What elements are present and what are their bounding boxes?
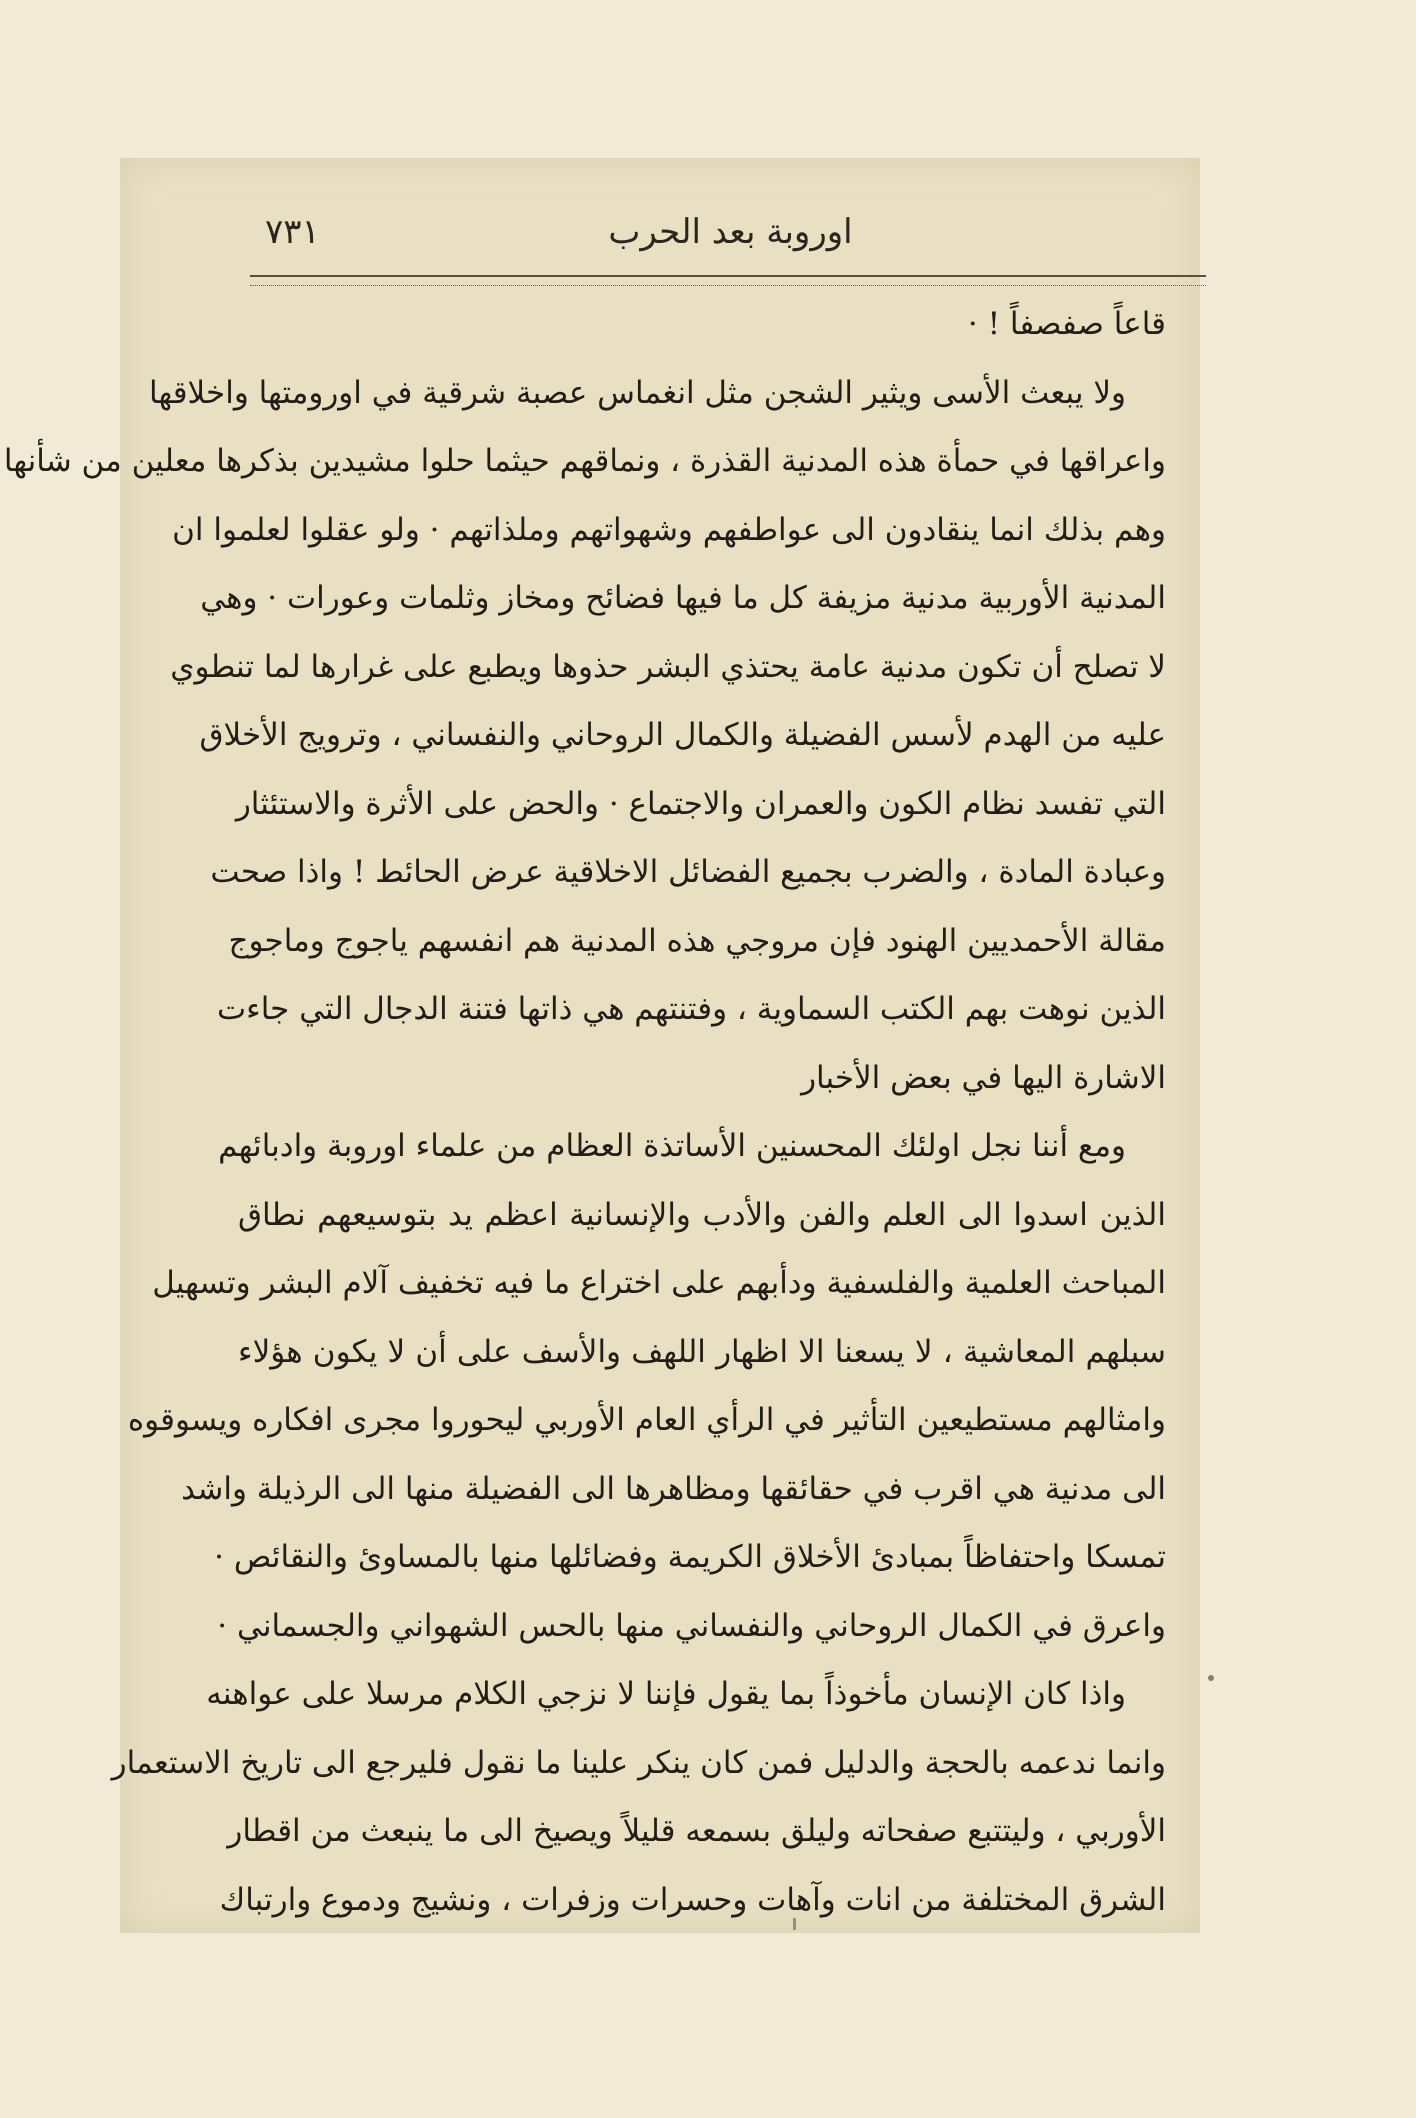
header-rule xyxy=(250,275,1206,286)
text-line: واذا كان الإنسان مأخوذاً بما يقول فإننا لا نزجي الكلام مرسلا على عواهنه xyxy=(206,1676,1126,1712)
text-line: عليه من الهدم لأسس الفضيلة والكمال الروحاني والنفساني ، وترويج الأخلاق xyxy=(199,717,1166,753)
bottom-center-mark xyxy=(793,1918,796,1930)
text-line: الى مدنية هي اقرب في حقائقها ومظاهرها الى الفضيلة منها الى الرذيلة واشد xyxy=(181,1470,1166,1507)
text-line: وعبادة المادة ، والضرب بجميع الفضائل الاخلاقية عرض الحائط ! واذا صحت xyxy=(210,854,1166,890)
text-line: التي تفسد نظام الكون والعمران والاجتماع · والحض على الأثرة والاستئثار xyxy=(235,785,1166,822)
text-line: الذين نوهت بهم الكتب السماوية ، وفتنتهم هي ذاتها فتنة الدجال التي جاءت xyxy=(216,991,1166,1027)
text-line: تمسكا واحتفاظاً بمبادئ الأخلاق الكريمة وفضائلها منها بالمساوئ والنقائص · xyxy=(214,1539,1166,1575)
text-line: ومع أننا نجل اولئك المحسنين الأساتذة العظام من علماء اوروبة وادبائهم xyxy=(218,1128,1126,1164)
body-text xyxy=(3,290,1166,1934)
text-line: الاشارة اليها في بعض الأخبار xyxy=(801,1059,1166,1096)
margin-dot xyxy=(1208,1675,1214,1681)
text-line: الذين اسدوا الى العلم والفن والأدب والإنسانية اعظم يد بتوسيعهم نطاق xyxy=(238,1196,1166,1233)
text-line: لا تصلح أن تكون مدنية عامة يحتذي البشر حذوها ويطبع على غرارها لما تنطوي xyxy=(170,648,1166,685)
text-line: واعرق في الكمال الروحاني والنفساني منها بالحس الشهواني والجسماني · xyxy=(217,1607,1166,1644)
page-number: ٧٣١ xyxy=(265,212,320,252)
text-line: قاعاً صفصفاً ! · xyxy=(967,306,1166,342)
text-line: الأوربي ، وليتتبع صفحاته وليلق بسمعه قليلاً ويصيخ الى ما ينبعث من اقطار xyxy=(227,1813,1166,1849)
text-line: سبلهم المعاشية ، لا يسعنا الا اظهار اللهف والأسف على أن لا يكون هؤلاء xyxy=(238,1333,1166,1370)
text-line: وهم بذلك انما ينقادون الى عواطفهم وشهواتهم وملذاتهم · ولو عقلوا لعلموا ان xyxy=(172,511,1166,548)
text-line: وامثالهم مستطيعين التأثير في الرأي العام الأوربي ليحوروا مجرى افكاره ويسوقوه xyxy=(127,1402,1166,1438)
text-line: المدنية الأوربية مدنية مزيفة كل ما فيها فضائح ومخاز وثلمات وعورات · وهي xyxy=(200,580,1166,616)
running-title: اوروبة بعد الحرب xyxy=(608,212,853,252)
text-line: وانما ندعمه بالحجة والدليل فمن كان ينكر علينا ما نقول فليرجع الى تاريخ الاستعمار xyxy=(111,1744,1166,1781)
text-line: مقالة الأحمديين الهنود فإن مروجي هذه المدنية هم انفسهم ياجوج وماجوج xyxy=(228,922,1166,959)
text-line: الشرق المختلفة من انات وآهات وحسرات وزفرات ، ونشيج ودموع وارتباك xyxy=(219,1881,1166,1918)
text-line: المباحث العلمية والفلسفية ودأبهم على اختراع ما فيه تخفيف آلام البشر وتسهيل xyxy=(152,1265,1166,1301)
text-line: واعراقها في حمأة هذه المدنية القذرة ، ونماقهم حيثما حلوا مشيدين بذكرها معلين من شأنها xyxy=(3,443,1166,479)
text-line: ولا يبعث الأسى ويثير الشجن مثل انغماس عصبة شرقية في اورومتها واخلاقها xyxy=(149,374,1126,411)
